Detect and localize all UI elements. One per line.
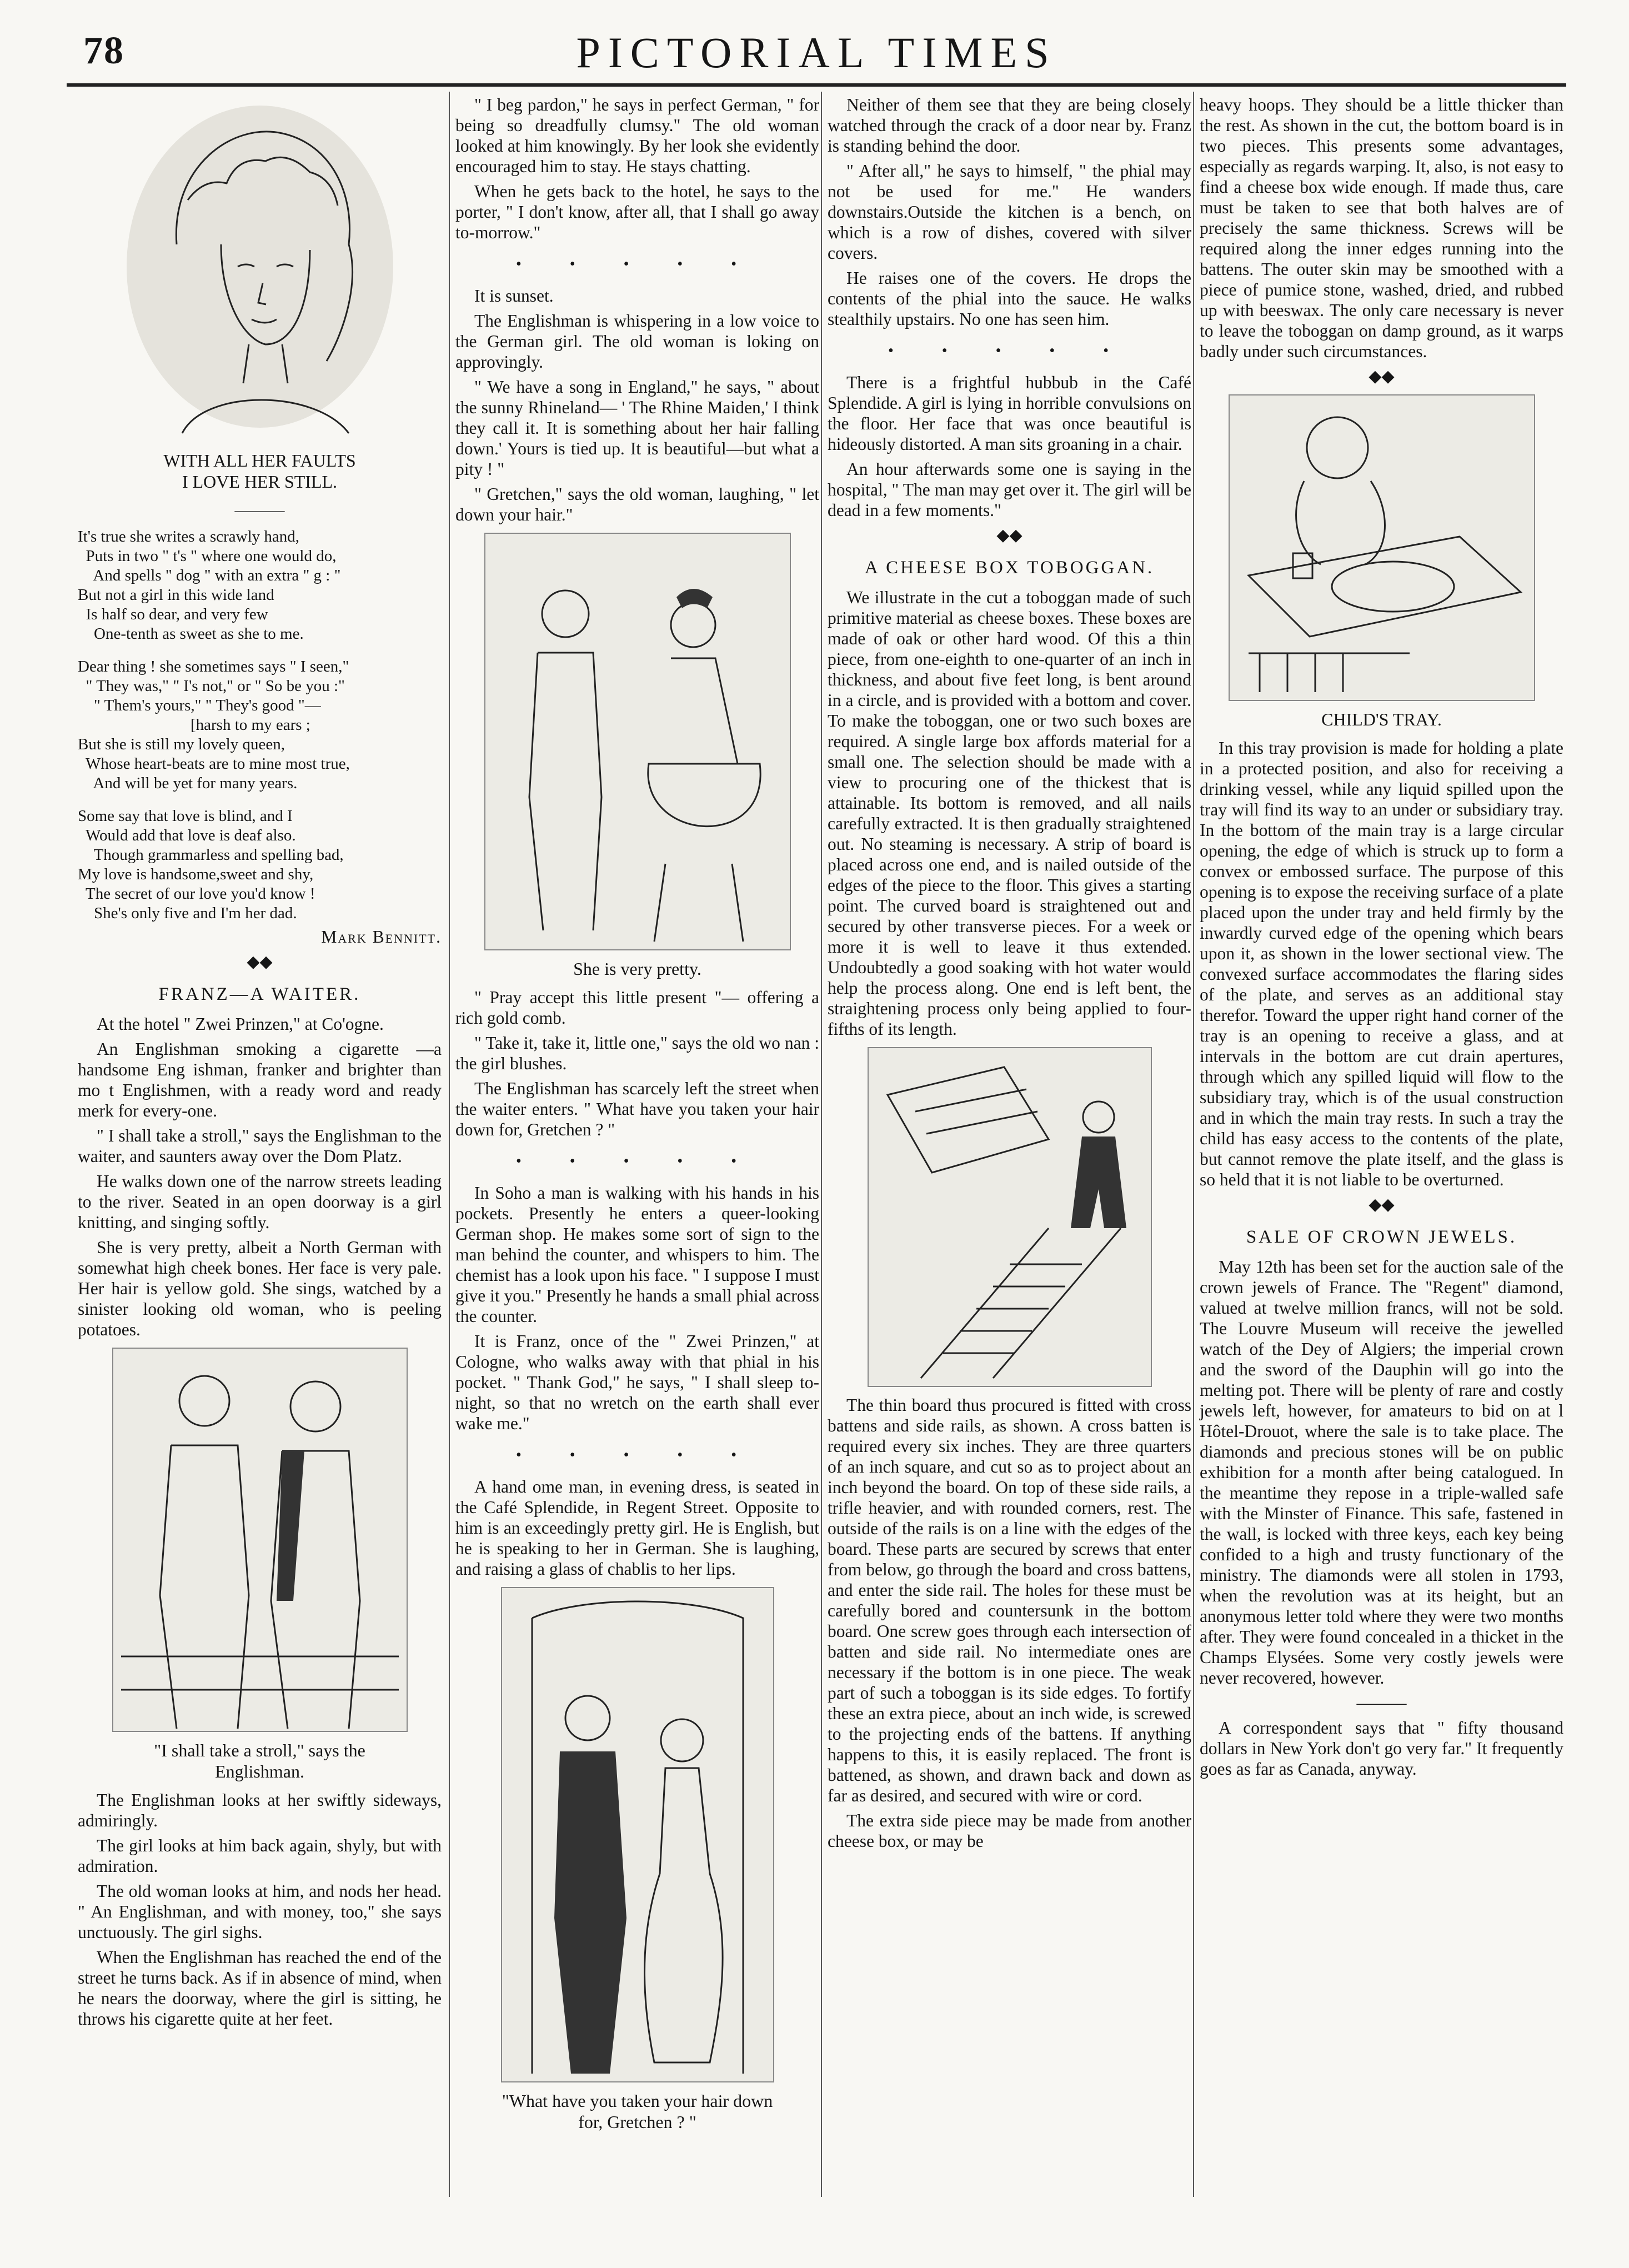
paragraph: Neither of them see that they are being closely watched through the crack of a door near by. Franz is standing behind the door. (828, 95, 1191, 156)
paragraph: He raises one of the covers. He drops the contents of the phial into the sauce. He walks stealthily upstairs. No one has seen him. (828, 268, 1191, 329)
page-number: 78 (83, 29, 124, 72)
paragraph: The extra side piece may be made from another cheese box, or may be (828, 1811, 1191, 1851)
paragraph: She is very pretty, albeit a North German with somewhat high cheek bones. Her face is very pale. Her hair is yellow gold. She sings, watched by a sinister looking old woman, who is peeling potatoes. (78, 1238, 442, 1339)
poem-line: " Them's yours," " They's good "— (78, 697, 321, 714)
paragraph: The Englishman is whispering in a low voice to the German girl. The old woman is loking on approvingly. (455, 311, 819, 372)
poem-line: Whose heart-beats are to mine most true, (78, 755, 350, 773)
poem (78, 527, 442, 923)
caption-line: I LOVE HER STILL. (182, 472, 338, 492)
paragraph: When he gets back to the hotel, he says to the porter, " I don't know, after all, that I shall go away to-morrow." (455, 182, 819, 242)
caption-line: for, Gretchen ? " (578, 2112, 696, 2132)
paragraph: The Englishman has scarcely left the street when the waiter enters. " What have you taken your hair down for, Gretchen ? " (455, 1079, 819, 1139)
paragraph: The Englishman looks at her swiftly sideways, admiringly. (78, 1790, 442, 1830)
figure-caption: CHILD'S TRAY. (1321, 709, 1442, 729)
section-divider: • • • • • (515, 1153, 759, 1170)
paragraph: heavy hoops. They should be a little thicker than the rest. As shown in the cut, the bottom board is in two pieces. This presents some advantages, especially as regards warping. It, also, is not easy to find a cheese box wide enough. If made thus, care must be taken to see that both halves are of precisely the same thickness. Screws will be required along the inner edges running into the battens. The outer skin may be smoothed with a piece of pumice stone, washed, dried, and rubbed up with beeswax. The only care necessary is never to leave the toboggan on damp ground, as it warps badly under such circumstances. (1200, 95, 1563, 361)
illustration-two-men (110, 1345, 410, 1734)
paragraph: The thin board thus procured is fitted with cross battens and side rails, as shown. A cross batten is required every six inches. They are three quarters of an inch square, and cut so as to project about an inch beyond the board. On top of these side rails, a trifle heavier, and with rounded corners, rest. The outside of the rails is on a line with the edges of the board. These parts are secured by screws that enter from below, go through the board and cross battens, and enter the side rail. The holes for these must be carefully bored and countersunk in the bottom board. One screw goes through each intersection of batten and side rail. No intermediate ones are necessary if the bottom is in one piece. The weak part of such a toboggan is its side edges. To fortify these an extra piece, about an inch wide, is screwed to the projecting ends of the battens. If anything happens to this, it is easily replaced. The front is battened, as shown, and drawn back and down as far as desired, and secured with wire or cord. (828, 1395, 1191, 1805)
paragraph: " Pray accept this little present "— offering a rich gold comb. (455, 988, 819, 1028)
section-divider: • • • • • (515, 256, 759, 273)
caption-line: Englishman. (215, 1761, 304, 1781)
paragraph: A hand ome man, in evening dress, is seated in the Café Splendide, in Regent Street. Opposite to him is an exceedingly pretty girl. He is English, but he is speaking to her in German. She is laughing, and raising a glass of chablis to her lips. (455, 1477, 819, 1579)
column-4 (1200, 94, 1563, 1784)
article-title: SALE OF CROWN JEWELS. (1246, 1227, 1517, 1247)
paragraph: The old woman looks at him, and nods her head. " An Englishman, and with money, too," she says unctuously. The girl sighs. (78, 1881, 442, 1942)
poem-line: Dear thing ! she sometimes says " I seen," (78, 658, 349, 675)
poem-signature: Mark Bennitt. (321, 927, 442, 947)
portrait-caption (78, 450, 442, 492)
poem-line: [harsh to my ears ; (78, 716, 310, 734)
poem-line: But not a girl in this wide land (78, 586, 274, 604)
paragraph: " Take it, take it, little one," says the old wo nan : the girl blushes. (455, 1033, 819, 1073)
figure-caption: She is very pretty. (573, 959, 701, 979)
masthead (67, 17, 1566, 87)
paragraph: At the hotel " Zwei Prinzen," at Co'ogne. (97, 1014, 384, 1034)
column-rule (449, 92, 450, 2197)
poem-line: She's only five and I'm her dad. (78, 904, 297, 922)
column-rule (821, 92, 822, 2197)
poem-line: Puts in two " t's " where one would do, (78, 547, 337, 565)
caption-line: "What have you taken your hair down (502, 2091, 773, 2111)
paragraph: " After all," he says to himself, " the phial may not be used for me." He wanders downstairs.Outside the kitchen is a bench, on which is a row of dishes, covered with silver covers. (828, 161, 1191, 263)
paragraph: " I shall take a stroll," says the Englishman to the waiter, and saunters away over the Dom Platz. (78, 1126, 442, 1166)
paragraph: It is Franz, once of the " Zwei Prinzen," at Cologne, who walks away with that phial in his pocket. " Thank God," he says, " I shall sleep to-night, so that no wretch on the earth shall ever wake me." (455, 1331, 819, 1433)
paragraph: In Soho a man is walking with his hands in his pockets. Presently he enters a queer-looking German shop. He makes some sort of sign to the man behind the counter, and whispers to him. The chemist has a look upon his face. " I suppose I must give it you." Presently he hands a small phial across the counter. (455, 1183, 819, 1326)
section-divider: ——— (234, 501, 285, 519)
article-title: FRANZ—A WAITER. (158, 984, 361, 1004)
poem-line: Is half so dear, and very few (78, 605, 268, 623)
poem-line: Though grammarless and spelling bad, (78, 846, 344, 864)
poem-line: Would add that love is deaf also. (78, 827, 296, 844)
paragraph: An hour afterwards some one is saying in the hospital, " The man may get over it. The girl will be dead in a few moments." (828, 459, 1191, 520)
paragraph: " Gretchen," says the old woman, laughing, " let down your hair." (455, 484, 819, 524)
illustration-girl-seated (482, 530, 793, 953)
poem-line: And will be yet for many years. (78, 774, 298, 792)
section-divider: ◆◆ (247, 953, 273, 971)
article-title: A CHEESE BOX TOBOGGAN. (864, 558, 1155, 578)
column-2 (455, 94, 819, 2140)
paragraph: A correspondent says that " fifty thousand dollars in New York don't go very far." It frequently goes as far as Canada, anyway. (1200, 1718, 1563, 1779)
paragraph: We illustrate in the cut a toboggan made of such primitive material as cheese boxes. These boxes are made of oak or other hard wood. Of this a thin piece, from one-eighth to one-quarter of an inch in thickness, and about five feet long, is bent around in a circle, and is provided with a bottom and cover. To make the toboggan, one or two such boxes are required. A single large box affords material for a small one. The selection should be made with a view to procuring one of the thickest that is attainable. Its bottom is removed, and all nails carefully extracted. It is then gradually straightened out. No steaming is necessary. A strip of board is placed across one end, and is nailed outside of the edges of the piece to the floor. This gives a starting point. The curved board is straightened out and secured by other transverse pieces. For a week or more it is well to leave it thus extended. Undoubtedly a good soaking with hot water would help the process along. One end is left bent, the straightening process only being applied to four-fifths of its length. (828, 588, 1191, 1039)
paragraph: " We have a song in England," he says, " about the sunny Rhineland— ' The Rhine Maiden,' I think they call it. It is something about her hair falling down.' Yours is tied up. It is beautiful—but what a pity ! " (455, 377, 819, 479)
portrait-engraving (116, 100, 404, 444)
illustration-doorway (499, 1585, 776, 2085)
paragraph: It is sunset. (474, 286, 554, 306)
section-divider: • • • • • (515, 1446, 759, 1464)
poem-line: And spells " dog " with an extra " g : " (78, 567, 341, 584)
page-title: PICTORIAL TIMES (576, 28, 1057, 77)
paragraph: An Englishman smoking a cigarette —a handsome Eng ishman, franker and brighter than mo t Englishmen, with a ready word and ready merk for every-one. (78, 1039, 442, 1120)
paragraph: May 12th has been set for the auction sale of the crown jewels of France. The "Regent" diamond, valued at twelve million francs, will not be sold. The Louvre Museum will receive the jewelled watch of the Dey of Algiers; the imperial crown and the sword of the Dauphin will go into the melting pot. There will be plenty of rare and costly jewels left, however, for amateurs to bid on at l Hôtel-Drouot, where the sale is to take place. The diamonds and precious stones will be on public exhibition for a month after being catalogued. In the meantime they repose in a triple-walled safe with the Minster of Finance. This safe, fastened in the wall, is locked with three keys, each key being confided to a high and trusty functionary of the ministry. The diamonds were all stolen in 1793, when the revolution was at its height, but an anonymous letter told where they were two months after. They were found concealed in a thicket in the Champs Elysées. Some very costly jewels were never recovered, however. (1200, 1257, 1563, 1688)
column-rule (1193, 92, 1194, 2197)
poem-line: It's true she writes a scrawly hand, (78, 528, 300, 545)
paragraph: " I beg pardon," he says in perfect German, " for being so dreadfully clumsy." The old woman looked at him knowingly. By her look she evidently encouraged him to stay. He stays chatting. (455, 95, 819, 176)
illustration-child-tray (1226, 392, 1537, 703)
caption-line: WITH ALL HER FAULTS (163, 450, 356, 470)
poem-line: One-tenth as sweet as she to me. (78, 625, 304, 643)
poem-line: " They was," " I's not," or " So be you :" (78, 677, 345, 695)
figure-caption (455, 2090, 819, 2132)
section-divider: ◆◆ (1369, 1195, 1395, 1214)
illustration-toboggan (865, 1045, 1154, 1389)
poem-line: My love is handsome,sweet and shy, (78, 865, 314, 883)
poem-line: The secret of our love you'd know ! (78, 885, 315, 903)
poem-line: But she is still my lovely queen, (78, 735, 285, 753)
section-divider: • • • • • (888, 342, 1131, 359)
section-divider: ◆◆ (996, 526, 1022, 544)
caption-line: "I shall take a stroll," says the (154, 1740, 365, 1760)
paragraph: He walks down one of the narrow streets leading to the river. Seated in an open doorway is a girl knitting, and singing softly. (78, 1171, 442, 1232)
paragraph: When the Englishman has reached the end of the street he turns back. As if in absence of mind, when he nears the doorway, where the girl is sitting, he throws his cigarette quite at her feet. (78, 1947, 442, 2029)
paragraph: In this tray provision is made for holding a plate in a protected position, and also for receiving a drinking vessel, while any liquid spilled upon the tray will find its way to an under or subsidiary tray. In the bottom of the main tray is a large circular opening, the edge of which is struck up to form a convex or embossed surface. The purpose of this opening is to expose the receiving surface of a plate placed upon the under tray and held firmly by the inwardly curved edge of the opening which bears upon it, as shown in the lower sectional view. The convexed surface accommodates the flaring sides of the plate, and serves as an additional stay therefor. Toward the upper right hand corner of the tray is an opening to receive a glass, and at intervals in the bottom are cut drain apertures, through which any spilled liquid will flow to the subsidiary tray, which is of the usual construction and in which the main tray rests. In such a tray the child has easy access to the contents of the plate, but cannot remove the plate itself, and the glass is so held that it is not liable to be overturned. (1200, 738, 1563, 1189)
poem-line: Some say that love is blind, and I (78, 807, 293, 825)
section-divider: ◆◆ (1369, 367, 1395, 385)
figure-caption (78, 1740, 442, 1782)
column-1 (78, 94, 442, 2034)
section-divider: ——— (1356, 1694, 1407, 1712)
column-3 (828, 94, 1191, 1856)
paragraph: The girl looks at him back again, shyly, but with admiration. (78, 1836, 442, 1876)
paragraph: There is a frightful hubbub in the Café Splendide. A girl is lying in horrible convulsions on the floor. Her face that was once beautiful is hideously distorted. A man sits groaning in a chair. (828, 373, 1191, 454)
